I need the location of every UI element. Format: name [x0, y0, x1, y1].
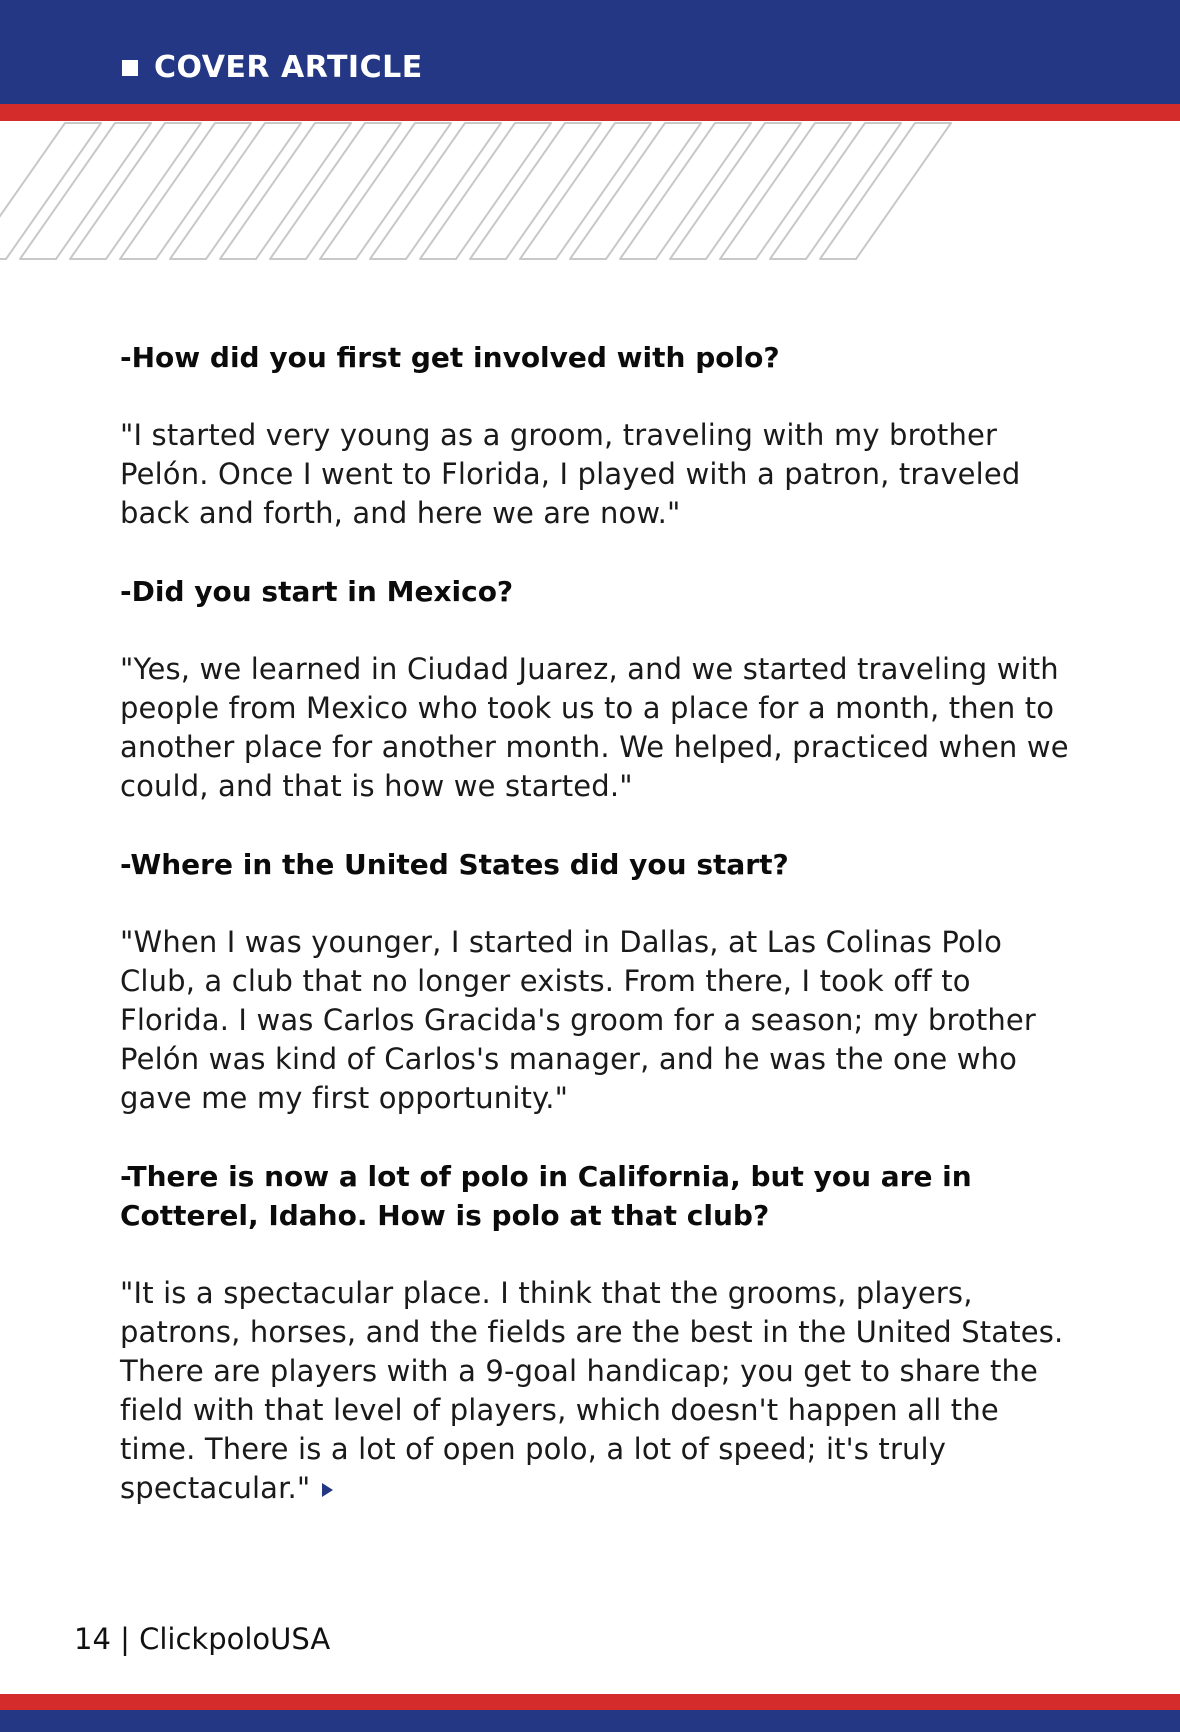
header-accent-stripe: [0, 104, 1180, 121]
diagonal-stripe: [320, 123, 451, 259]
diagonal-stripe: [570, 123, 701, 259]
question-1: -How did you first get involved with polo?: [120, 341, 780, 374]
diagonal-stripe: [420, 123, 551, 259]
diagonal-stripe: [270, 123, 401, 259]
answer-2: "Yes, we learned in Ciudad Juarez, and we started traveling with people from Mexico who took us to a place for a month, then to another place for another month. We helped, practiced when we could, and that is how we started.": [120, 652, 1069, 803]
question-3: -Where in the United States did you start?: [120, 848, 789, 881]
page-footer-label: 14 | ClickpoloUSA: [74, 1622, 331, 1656]
footer-band: [0, 1710, 1180, 1732]
article-body: [120, 338, 1080, 1547]
diagonal-stripe: [470, 123, 601, 259]
diagonal-stripe: [0, 123, 101, 259]
square-bullet-icon: [122, 60, 138, 76]
diagonal-stripe: [70, 123, 201, 259]
section-label: [122, 50, 423, 85]
diagonal-stripe: [520, 123, 651, 259]
answer-3: "When I was younger, I started in Dallas, at Las Colinas Polo Club, a club that no longer exists. From there, I took off to Florida. I was Carlos Gracida's groom for a season; my brother Pelón was kind of Carlos's manager, and he was the one who gave me my first opportunity.": [120, 925, 1036, 1115]
question-2: -Did you start in Mexico?: [120, 575, 514, 608]
diagonal-stripe: [370, 123, 501, 259]
diagonal-stripe: [170, 123, 301, 259]
diagonal-stripe: [720, 123, 851, 259]
diagonal-stripe: [120, 123, 251, 259]
diagonal-stripe: [670, 123, 801, 259]
triangle-right-icon: [322, 1483, 333, 1497]
question-4: -There is now a lot of polo in California, but you are in Cotterel, Idaho. How is polo at that club?: [120, 1160, 972, 1232]
footer-accent-stripe: [0, 1694, 1180, 1710]
diagonal-stripe: [770, 123, 901, 259]
diagonal-stripe: [220, 123, 351, 259]
diagonal-stripe: [620, 123, 751, 259]
answer-4-text: "It is a spectacular place. I think that the grooms, players, patrons, horses, and the fields are the best in the United States. There are players with a 9-goal handicap; you get to share the field with that level of players, which doesn't happen all the time. There is a lot of open polo, a lot of speed; it's truly spectacular.": [120, 1276, 1064, 1505]
diagonal-stripes-decoration: [0, 121, 1180, 261]
answer-4: [120, 1274, 1080, 1508]
answer-1: "I started very young as a groom, traveling with my brother Pelón. Once I went to Florida, I played with a patron, traveled back and forth, and here we are now.": [120, 418, 1021, 530]
section-label-text: COVER ARTICLE: [154, 50, 423, 85]
diagonal-stripe: [820, 123, 951, 259]
diagonal-stripe: [20, 123, 151, 259]
